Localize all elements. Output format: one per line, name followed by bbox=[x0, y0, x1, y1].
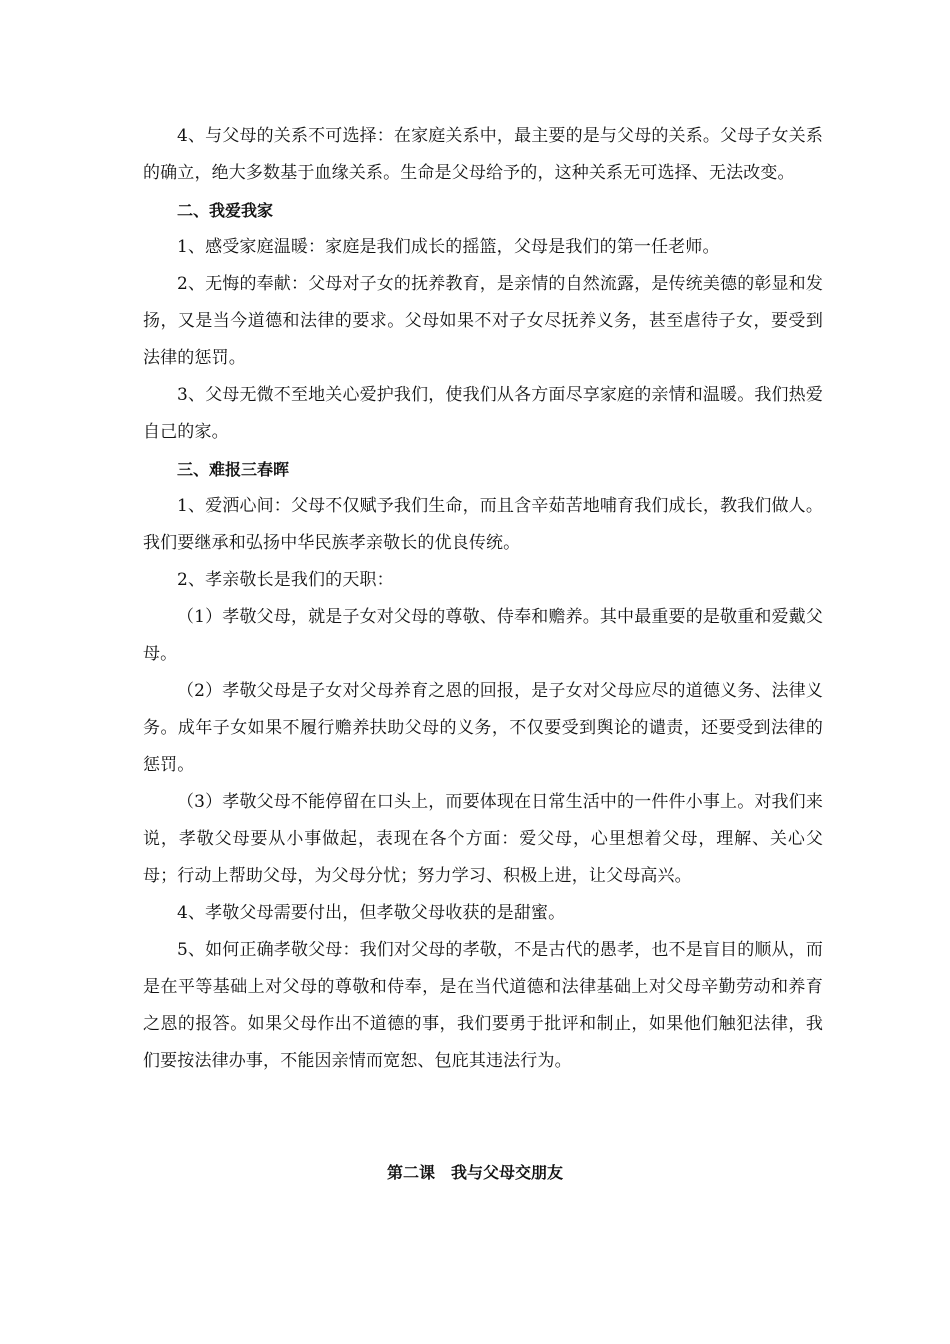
section-heading-repay-parents: 三、难报三春晖 bbox=[177, 460, 290, 479]
paragraph-filial-sub-2: （2）孝敬父母是子女对父母养育之恩的回报，是子女对父母应尽的道德义务、法律义务。成年子女如果不履行赡养扶助父母的义务，不仅要受到舆论的谴责，还要受到法律的惩罚。 bbox=[143, 681, 823, 775]
paragraph-filial-sub-3: （3）孝敬父母不能停留在口头上，而要体现在日常生活中的一件件小事上。对我们来说，孝敬父母要从小事做起，表现在各个方面：爱父母，心里想着父母，理解、关心父母；行动上帮助父母，为父母分忧；努力学习、积极上进，让父母高兴。 bbox=[143, 792, 823, 886]
paragraph-feel-family-warmth: 1、感受家庭温暖：家庭是我们成长的摇篮，父母是我们的第一任老师。 bbox=[177, 237, 720, 257]
paragraph-relationship-unchoosable: 4、与父母的关系不可选择：在家庭关系中，最主要的是与父母的关系。父母子女关系的确立，绝大多数基于血缘关系。生命是父母给予的，这种关系无可选择、无法改变。 bbox=[143, 126, 823, 183]
paragraph-filial-sweetness: 4、孝敬父母需要付出，但孝敬父母收获的是甜蜜。 bbox=[177, 903, 566, 923]
lesson-title: 第二课 我与父母交朋友 bbox=[386, 1163, 563, 1182]
paragraph-filial-sub-1: （1）孝敬父母，就是子女对父母的尊敬、侍奉和赡养。其中最重要的是敬重和爱戴父母。 bbox=[143, 607, 823, 664]
section-heading-love-home: 二、我爱我家 bbox=[177, 201, 274, 220]
document-body bbox=[143, 118, 823, 1080]
paragraph-parents-care: 3、父母无微不至地关心爱护我们，使我们从各方面尽享家庭的亲情和温暖。我们热爱自己的家。 bbox=[143, 385, 823, 442]
paragraph-love-in-heart: 1、爱洒心间：父母不仅赋予我们生命，而且含辛茹苦地哺育我们成长，教我们做人。我们要继承和弘扬中华民族孝亲敬长的优良传统。 bbox=[143, 496, 823, 553]
paragraph-filial-duty: 2、孝亲敬长是我们的天职： bbox=[177, 570, 394, 590]
paragraph-selfless-dedication: 2、无悔的奉献：父母对子女的抚养教育，是亲情的自然流露，是传统美德的彰显和发扬，又是当今道德和法律的要求。父母如果不对子女尽抚养义务，甚至虐待子女，要受到法律的惩罚。 bbox=[143, 274, 823, 368]
paragraph-correct-filial-piety: 5、如何正确孝敬父母：我们对父母的孝敬，不是古代的愚孝，也不是盲目的顺从，而是在平等基础上对父母的尊敬和侍奉，是在当代道德和法律基础上对父母辛勤劳动和养育之恩的报答。如果父母作出不道德的事，我们要勇于批评和制止，如果他们触犯法律，我们要按法律办事，不能因亲情而宽恕、包庇其违法行为。 bbox=[143, 940, 823, 1071]
